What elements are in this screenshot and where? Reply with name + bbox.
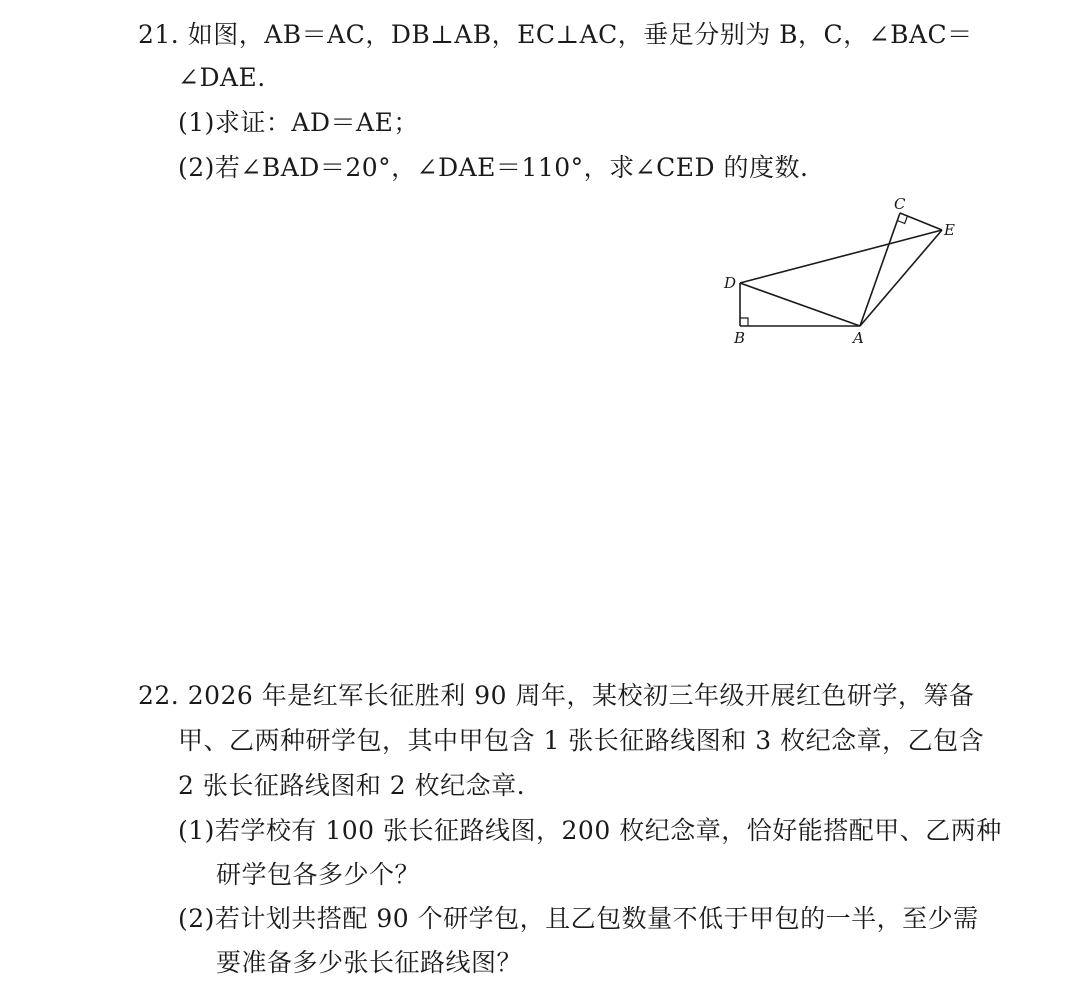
point-label-e: E (944, 221, 955, 239)
q21-text-line1: 21. 如图，AB＝AC，DB⊥AB，EC⊥AC，垂足分别为 B，C，∠BAC＝ (138, 20, 973, 49)
segment-ae (860, 230, 942, 326)
q22-text-line3: 2 张长征路线图和 2 枚纪念章. (178, 771, 526, 800)
point-label-d: D (724, 274, 737, 292)
geometry-figure (700, 190, 970, 355)
q22-part2-line2: 要准备多少张长征路线图？ (216, 948, 523, 977)
q22-part1-line1: (1)若学校有 100 张长征路线图，200 枚纪念章，恰好能搭配甲、乙两种 (178, 816, 1002, 845)
q21-part2: (2)若∠BAD＝20°，∠DAE＝110°，求∠CED 的度数. (178, 153, 809, 182)
point-label-a: A (853, 329, 864, 347)
q21-text-line2: ∠DAE. (178, 63, 266, 92)
segment-de (740, 230, 942, 283)
point-label-b: B (734, 329, 746, 347)
q22-text-line1: 22. 2026 年是红军长征胜利 90 周年，某校初三年级开展红色研学，筹备 (138, 681, 975, 710)
segment-ce (900, 213, 942, 230)
q22-part1-line2: 研学包各多少个？ (216, 860, 421, 889)
right-angle-mark-b (740, 318, 748, 326)
point-label-c: C (894, 195, 906, 213)
q21-part1: (1)求证：AD＝AE； (178, 108, 419, 137)
q22-text-line2: 甲、乙两种研学包，其中甲包含 1 张长征路线图和 3 枚纪念章，乙包含 (178, 726, 985, 755)
q22-part2-line1: (2)若计划共搭配 90 个研学包，且乙包数量不低于甲包的一半，至少需 (178, 904, 979, 933)
segment-ac (860, 213, 900, 326)
segment-da (740, 283, 860, 326)
